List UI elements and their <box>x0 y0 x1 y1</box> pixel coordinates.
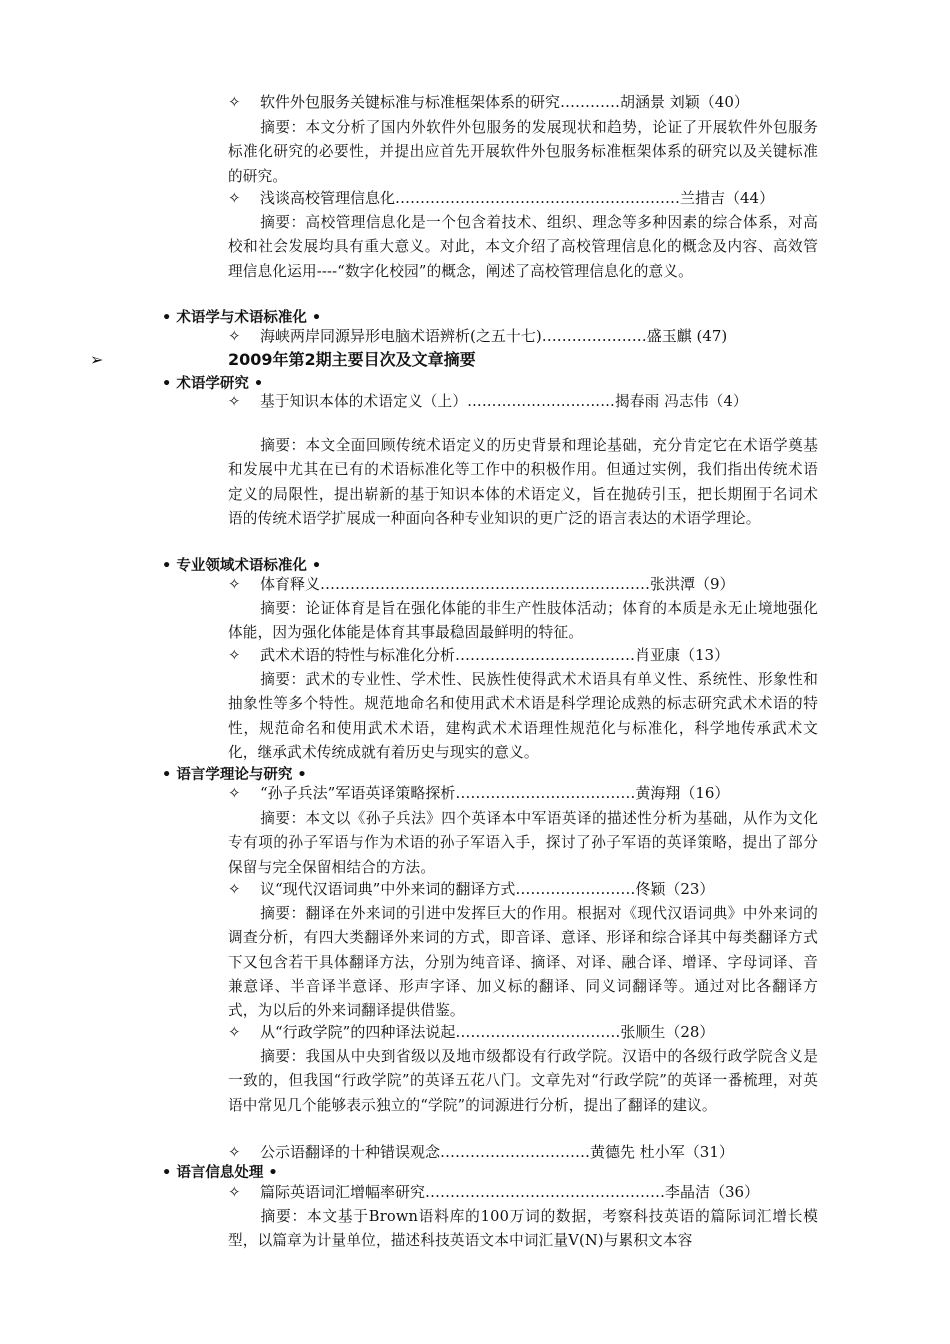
diamond-bullet-icon: ✧ <box>228 646 241 664</box>
article-abstract <box>228 807 818 880</box>
article-title: 从“行政学院”的四种译法说起……………………………张顺生（28） <box>260 1023 715 1041</box>
abstract-text: 摘要：论证体育是旨在强化体能的非生产性肢体活动；体育的本质是永无止境地强化体能，因为强化体能是体育其事最稳固最鲜明的特征。 <box>228 600 818 642</box>
article-entry <box>228 186 774 210</box>
article-title: 海峡两岸同源异形电脑术语辨析(之五十七)…………………盛玉麒 (47) <box>260 327 728 345</box>
abstract-text: 摘要：翻译在外来词的引进中发挥巨大的作用。根据对《现代汉语词典》中外来词的调查分析，有四大类翻译外来词的方式，即音译、意译、形译和综合译其中每类翻译方式下又包含若干具体翻译方法，分别为纯音译、摘译、对译、融合译、增译、字母词译、音兼意译、半音译半意译、形声字译、加义标的翻译、同义词翻译等。通过对比各翻译方式，为以后的外来词翻译提供借鉴。 <box>228 905 818 1020</box>
diamond-bullet-icon: ✧ <box>228 393 241 410</box>
diamond-bullet-icon: ✧ <box>228 1143 241 1161</box>
diamond-bullet-icon: ✧ <box>228 575 241 593</box>
diamond-bullet-icon: ✧ <box>228 189 241 207</box>
section-heading: • 语言学理论与研究 • <box>162 767 307 783</box>
abstract-text: 摘要：武术的专业性、学术性、民族性使得武术术语具有单义性、系统性、形象性和抽象性等多个特性。规范地命名和使用武术术语是科学理论成熟的标志研究武术术语的特性，规范命名和使用武术术语，建构武术术语理性规范化与标准化，科学地传承武术文化，继承武术传统成就有着历史与现实的意义。 <box>228 671 818 761</box>
article-title: 浅谈高校管理信息化…………………………………………………兰措吉（44） <box>260 189 775 207</box>
diamond-bullet-icon: ✧ <box>228 327 241 345</box>
issue-heading <box>90 348 476 372</box>
article-entry <box>228 324 727 348</box>
arrow-bullet-icon: ➢ <box>90 350 104 369</box>
article-abstract <box>228 1045 818 1118</box>
section-heading: • 专业领域术语标准化 • <box>162 558 322 574</box>
article-abstract <box>228 211 818 284</box>
section-heading: • 语言信息处理 • <box>162 1165 278 1181</box>
article-entry <box>228 1140 734 1164</box>
article-entry <box>228 90 749 114</box>
article-entry <box>228 572 735 596</box>
article-entry <box>228 781 729 805</box>
abstract-text: 摘要：本文分析了国内外软件外包服务的发展现状和趋势，论证了开展软件外包服务标准化研究的必要性，并提出应首先开展软件外包服务标准框架体系的研究以及关键标准的研究。 <box>228 119 818 185</box>
article-title: 武术术语的特性与标准化分析………………………………肖亚康（13） <box>260 646 730 664</box>
abstract-text: 摘要：高校管理信息化是一个包含着技术、组织、理念等多种因素的综合体系，对高校和社会发展均具有重大意义。对此，本文介绍了高校管理信息化的概念及内容、高效管理信息化运用----“数字化校园”的概念，阐述了高校管理信息化的意义。 <box>228 214 818 280</box>
article-abstract <box>228 1205 818 1254</box>
article-title: “孙子兵法”军语英译策略探析………………………………黄海翔（16） <box>260 784 730 802</box>
diamond-bullet-icon: ✧ <box>228 784 241 802</box>
article-abstract <box>228 668 818 765</box>
article-abstract <box>228 597 818 646</box>
diamond-bullet-icon: ✧ <box>228 93 241 111</box>
abstract-text: 摘要：我国从中央到省级以及地市级都设有行政学院。汉语中的各级行政学院含义是一致的，但我国“行政学院”的英译五花八门。文章先对“行政学院”的英译一番梳理，对英语中常见几个能够表示独立的“学院”的词源进行分析，提出了翻译的建议。 <box>228 1048 818 1114</box>
section-heading: • 术语学研究 • <box>162 376 264 392</box>
abstract-text: 摘要：本文全面回顾传统术语定义的历史背景和理论基础，充分肯定它在术语学奠基和发展中尤其在已有的术语标准化等工作中的积极作用。但通过实例，我们指出传统术语定义的局限性，提出崭新的基于知识本体的术语定义，旨在抛砖引玉，把长期囿于名词术语的传统术语学扩展成一种面向各种专业知识的更广泛的语言表达的术语学理论。 <box>228 437 818 527</box>
diamond-bullet-icon: ✧ <box>228 880 241 898</box>
article-abstract <box>228 434 818 531</box>
article-title: 基于知识本体的术语定义（上）…………………………揭春雨 冯志伟（4） <box>260 393 748 410</box>
article-entry <box>228 1020 714 1044</box>
article-title: 公示语翻译的十种错误观念…………………………黄德先 杜小军（31） <box>260 1143 734 1161</box>
diamond-bullet-icon: ✧ <box>228 1023 241 1041</box>
article-entry <box>228 877 714 901</box>
article-entry <box>228 1180 759 1204</box>
issue-title: 2009年第2期主要目次及文章摘要 <box>228 350 476 369</box>
article-abstract <box>228 902 818 1023</box>
article-title: 体育释义…………………………………………………………张洪潭（9） <box>260 575 735 593</box>
article-title: 篇际英语词汇增幅率研究…………………………………………李晶洁（36） <box>260 1183 760 1201</box>
article-title: 议“现代汉语词典”中外来词的翻译方式……………………佟颖（23） <box>260 880 715 898</box>
article-entry <box>228 390 818 414</box>
abstract-text: 摘要：本文以《孙子兵法》四个英译本中军语英译的描述性分析为基础，从作为文化专有项的孙子军语与作为术语的孙子军语入手，探讨了孙子军语的英译策略，提出了部分保留与完全保留相结合的方法。 <box>228 810 818 876</box>
abstract-text: 摘要：本文基于Brown语料库的100万词的数据，考察科技英语的篇际词汇增长模型，以篇章为计量单位，描述科技英语文本中词汇量V(N)与累积文本容 <box>228 1208 818 1250</box>
diamond-bullet-icon: ✧ <box>228 1183 241 1201</box>
article-entry <box>228 643 729 667</box>
section-heading: • 术语学与术语标准化 • <box>162 310 322 326</box>
article-title: 软件外包服务关键标准与标准框架体系的研究…………胡涵景 刘颖（40） <box>260 93 749 111</box>
article-abstract <box>228 116 818 189</box>
